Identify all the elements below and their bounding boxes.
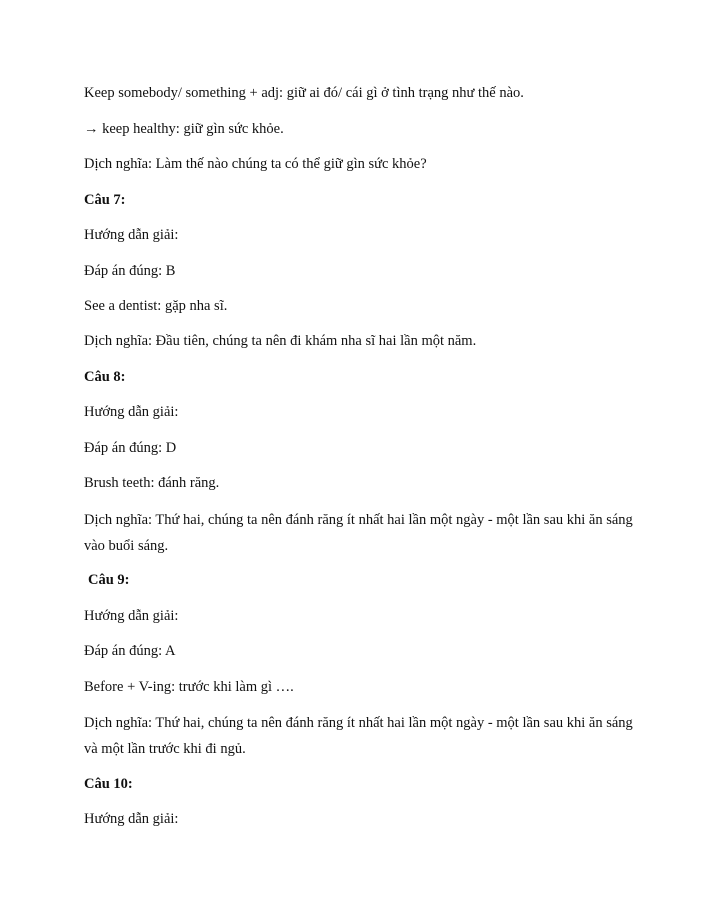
heading-cau-7: Câu 7: [84, 192, 126, 208]
heading-cau-8: Câu 8: [84, 369, 126, 385]
vocab-see-dentist: See a dentist: gặp nha sĩ. [84, 298, 228, 314]
translation-8: Dịch nghĩa: Thứ hai, chúng ta nên đánh răng ít nhất hai lần một ngày - một lần sau khi ăn sáng vào buổi sáng. [84, 512, 633, 554]
guide-label-7: Hướng dẫn giải: [84, 227, 179, 243]
answer-8: Đáp án đúng: D [84, 440, 177, 456]
translation-9: Dịch nghĩa: Thứ hai, chúng ta nên đánh răng ít nhất hai lần một ngày - một lần sau khi ăn sáng và một lần trước khi đi ngủ. [84, 715, 633, 757]
guide-label-10: Hướng dẫn giải: [84, 811, 179, 827]
vocab-before-ving: Before + V-ing: trước khi làm gì …. [84, 679, 294, 695]
heading-cau-9: Câu 9: [88, 572, 130, 588]
paragraph-keep-somebody: Keep somebody/ something + adj: giữ ai đó/ cái gì ở tình trạng như thế nào. [84, 85, 524, 101]
answer-9: Đáp án đúng: A [84, 643, 176, 659]
translation-7: Dịch nghĩa: Đầu tiên, chúng ta nên đi khám nha sĩ hai lần một năm. [84, 333, 477, 349]
answer-7: Đáp án đúng: B [84, 263, 176, 279]
guide-label-8: Hướng dẫn giải: [84, 404, 179, 420]
heading-cau-10: Câu 10: [84, 776, 133, 792]
paragraph-translation-1: Dịch nghĩa: Làm thế nào chúng ta có thể giữ gìn sức khỏe? [84, 156, 427, 172]
guide-label-9: Hướng dẫn giải: [84, 608, 179, 624]
vocab-brush-teeth: Brush teeth: đánh răng. [84, 475, 220, 491]
paragraph-keep-healthy: → keep healthy: giữ gìn sức khỏe. [84, 121, 284, 137]
